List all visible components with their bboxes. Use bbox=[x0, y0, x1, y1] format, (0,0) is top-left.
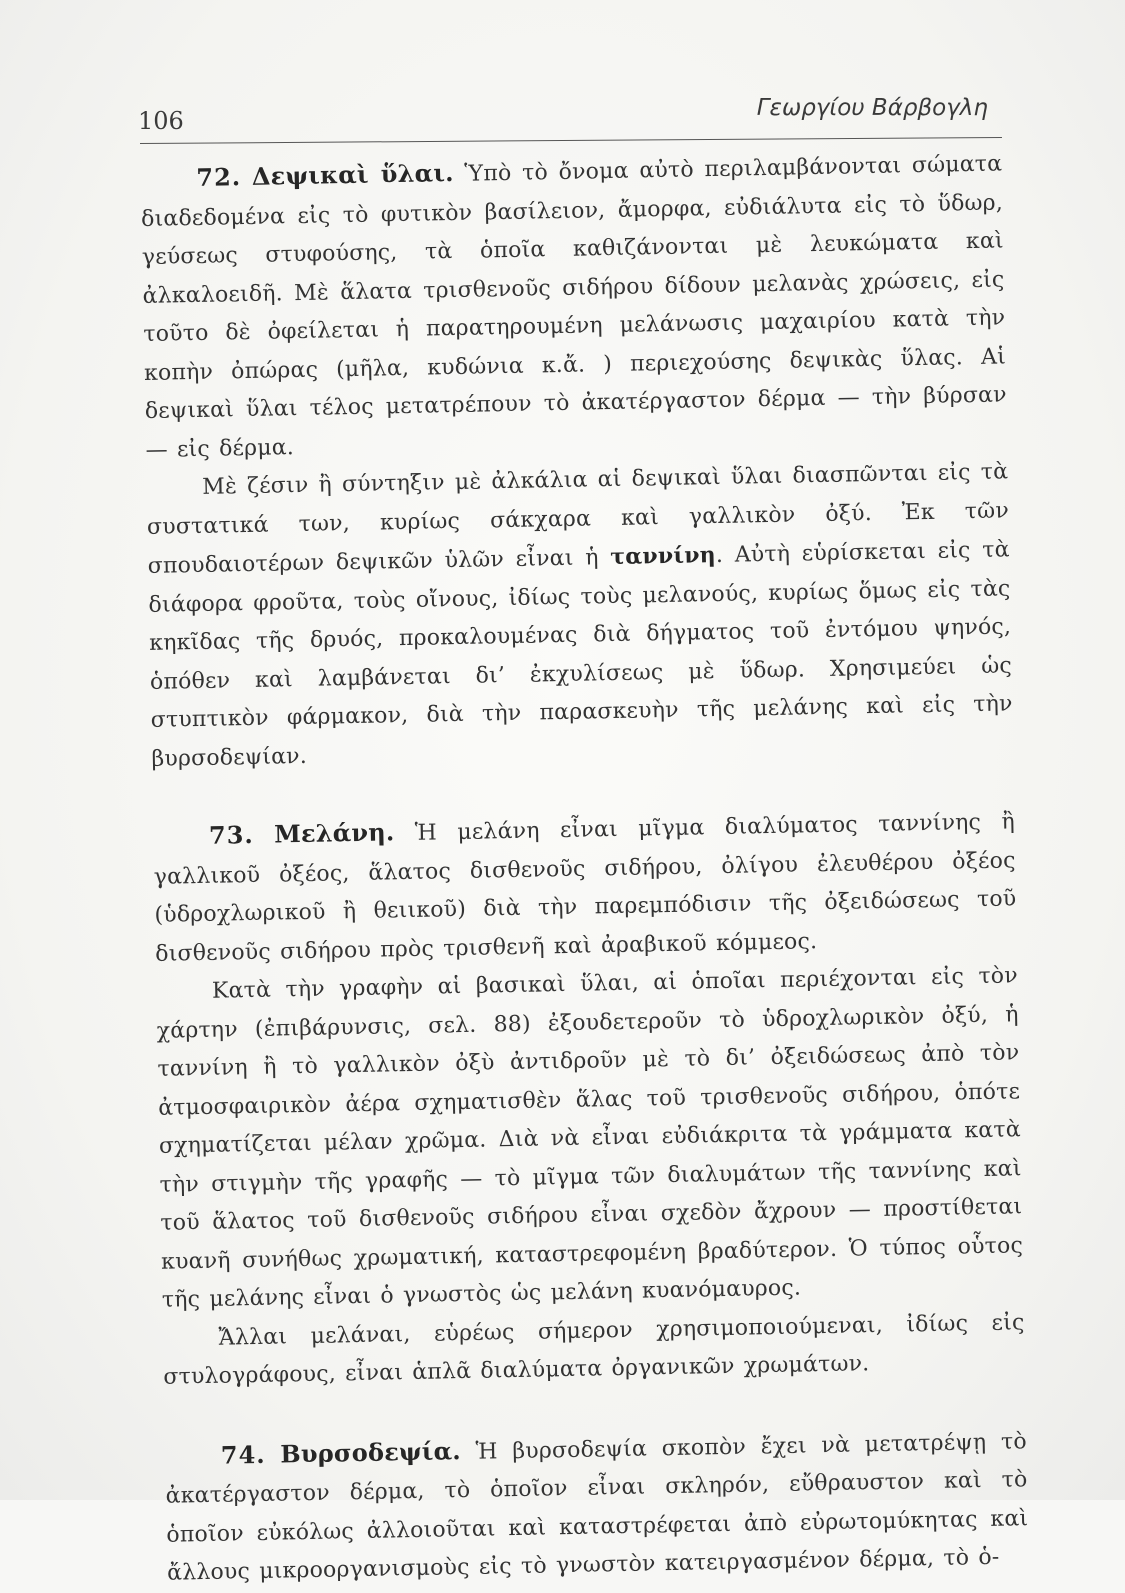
section-73 bbox=[153, 801, 1026, 1397]
paragraph-text: . Αὐτὴ εὑρίσκεται εἰς τὰ διάφορα φροῦτα, τοὺς οἴνους, ἰδίως τοὺς μελανούς, κυρίως ὅμως εἰς τὰς κηκῖδας τῆς δρυός, προκαλουμένας διὰ δήγματος τοῦ ἐντόμου ψηνός, ὁπόθεν καὶ λαμβάνεται δι’ ἐκχυλίσεως μὲ ὕδωρ. Χρησιμεύει ὡς στυπτικὸν φάρμακον, διὰ τὴν παρασκευὴν τῆς μελάνης καὶ εἰς τὴν βυρσοδεψίαν. bbox=[148, 537, 1013, 772]
paragraph-text: Ἡ μελάνη εἶναι μῖγμα διαλύματος ταννίνης ἢ γαλλικοῦ ὀξέος, ἅλατος δισθενοῦς σιδήρου, ὀλίγου ἐλευθέρου ὀξέος (ὑδροχλωρικοῦ ἢ θειικοῦ) διὰ τὴν παρεμπόδισιν τῆς ὀξειδώσεως τοῦ δισθενοῦς σιδήρου πρὸς τρισθενῆ καὶ ἀραβικοῦ κόμμεος. bbox=[153, 809, 1017, 967]
section-72 bbox=[140, 143, 1014, 778]
paragraph-text: Ἡ βυρσοδεψία σκοπὸν ἔχει νὰ μετατρέψῃ τὸ ἀκατέργαστον δέρμα, τὸ ὁποῖον εἶναι σκληρόν, εὔθραυστον καὶ τὸ ὁποῖον εὐκόλως ἀλλοιοῦται καὶ καταστρέφεται ἀπὸ εὐρωτομύκητας καὶ ἄλλους μικροοργανισμοὺς εἰς τὸ γνωστὸν κατειργασμένον δέρμα, τὸ ὁ- bbox=[165, 1428, 1029, 1586]
section-number: 74. bbox=[220, 1439, 266, 1470]
page-body bbox=[140, 143, 1029, 1593]
paragraph-text: Ἄλλαι μελάναι, εὑρέως σήμερον χρησιμοποιούμεναι, ἰδίως εἰς στυλογράφους, εἶναι ἁπλᾶ διαλύματα ὀργανικῶν χρωμάτων. bbox=[163, 1309, 1025, 1390]
section-number: 72. bbox=[196, 162, 242, 192]
running-head-author: Γεωργίου Βάρβογλη bbox=[756, 95, 988, 121]
section-number: 73. bbox=[208, 819, 255, 850]
section-72-paragraph-2 bbox=[146, 453, 1014, 778]
section-73-paragraph-2 bbox=[156, 957, 1024, 1320]
paragraph-text: Κατὰ τὴν γραφὴν αἱ βασικαὶ ὕλαι, αἱ ὁποῖαι περιέχονται εἰς τὸν χάρτην (ἐπιβάρυνσις, σελ. 88) ἐξουδετεροῦν τὸ ὑδροχλωρικὸν ὀξύ, ἡ ταννίνη ἢ τὸ γαλλικὸν ὀξὺ ἀντιδροῦν μὲ τὸ δι’ ὀξειδώσεως ἀπὸ τὸν ἀτμοσφαιρικὸν ἀέρα σχηματισθὲν ἅλας τοῦ τρισθενοῦς σιδήρου, ὁπότε σχηματίζεται μέλαν χρῶμα. Διὰ νὰ εἶναι εὐδιάκριτα τὰ γράμματα κατὰ τὴν στιγμὴν τῆς γραφῆς — τὸ μῖγμα τῶν διαλυμάτων τῆς ταννίνης καὶ τοῦ ἅλατος τοῦ δισθενοῦς σιδήρου εἶναι σχεδὸν ἄχρουν — προστίθεται κυανῆ συνήθως χρωματική, καταστρεφομένη βραδύτερον. Ὁ τύπος οὗτος τῆς μελάνης εἶναι ὁ γνωστὸς ὡς μελάνη κυανόμαυρος. bbox=[156, 963, 1024, 1313]
section-title: Μελάνη. bbox=[273, 817, 395, 849]
section-74-paragraph-1 bbox=[165, 1421, 1030, 1593]
paragraph-text: Μὲ ζέσιν ἢ σύντηξιν μὲ ἀλκάλια αἱ δεψικαὶ ὕλαι διασπῶνται εἰς τὰ συστατικά των, κυρίως σάκχαρα καὶ γαλλικὸν ὀξύ. Ἐκ τῶν σπουδαιοτέρων δεψικῶν ὑλῶν εἶναι ἡ bbox=[146, 459, 1010, 579]
section-title: Βυρσοδεψία. bbox=[280, 1435, 462, 1469]
paragraph-text: Ὑπὸ τὸ ὄνομα αὐτὸ περιλαμβάνονται σώματα διαδεδομένα εἰς τὸ φυτικὸν βασίλειον, ἄμορφα, εὐδιάλυτα εἰς τὸ ὕδωρ, γεύσεως στυφούσης, τὰ ὁποῖα καθιζάνονται μὲ λευκώματα καὶ ἀλκαλοειδῆ. Μὲ ἅλατα τρισθενοῦς σιδήρου δίδουν μελανὰς χρώσεις, εἰς τοῦτο δὲ ὀφείλεται ἡ παρατηρουμένη μελάνωσις μαχαιρίου κατὰ τὴν κοπὴν ὀπώρας (μῆλα, κυδώνια κ.ἄ. ) περιεχούσης δεψικὰς ὕλας. Αἱ δεψικαὶ ὕλαι τέλος μετατρέπουν τὸ ἀκατέργαστον δέρμα — τὴν βύρσαν — εἰς δέρμα. bbox=[140, 151, 1007, 463]
emphasized-term: ταννίνη bbox=[610, 542, 717, 571]
section-72-paragraph-1 bbox=[140, 143, 1008, 469]
section-title: Δεψικαὶ ὕλαι. bbox=[251, 157, 454, 191]
page-number: 106 bbox=[138, 107, 184, 135]
section-73-paragraph-1 bbox=[153, 801, 1018, 974]
page-header bbox=[138, 95, 994, 141]
section-74 bbox=[165, 1421, 1030, 1593]
